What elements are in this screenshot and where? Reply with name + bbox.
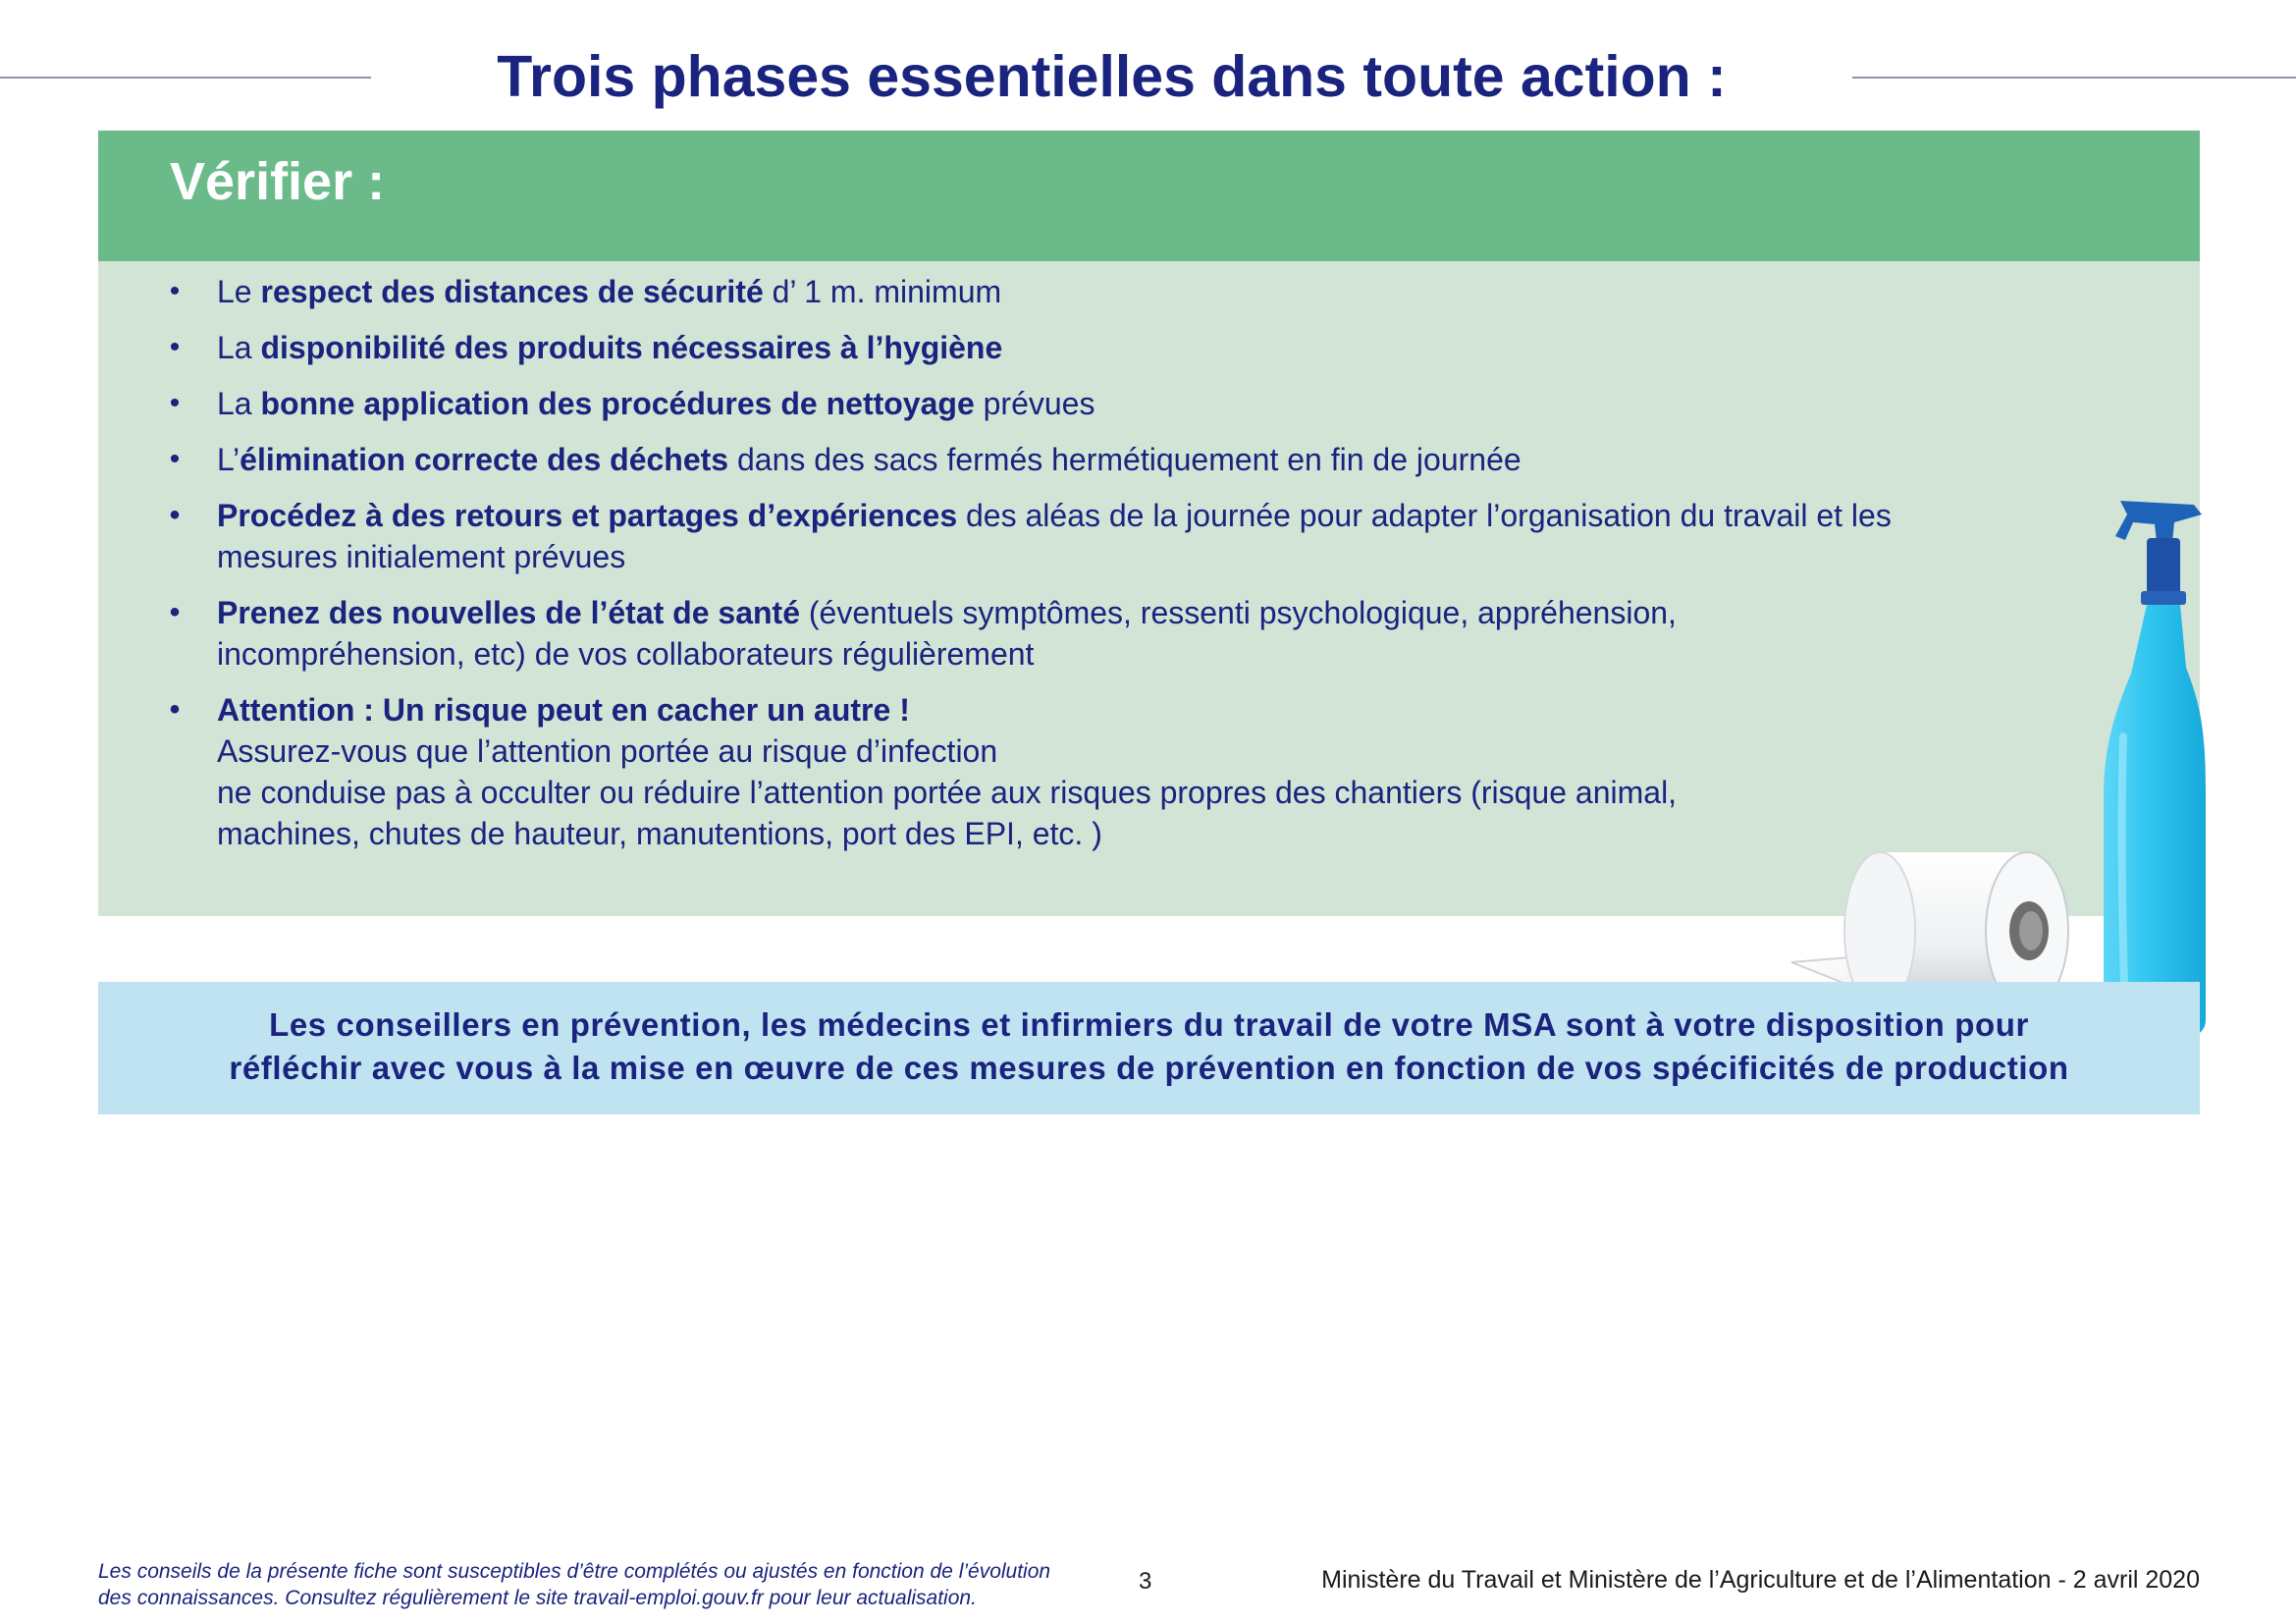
- item-text-bold: Attention : Un risque peut en cacher un autre !: [217, 692, 910, 728]
- item-text-pre: Le: [217, 274, 261, 309]
- item-text-post: (éventuels symptômes, ressenti psychologique, appréhension,: [800, 595, 1677, 630]
- bullet-icon: •: [169, 693, 181, 726]
- footer-note-line-2: des connaissances. Consultez régulièrement le site travail-emploi.gouv.fr pour leur actualisation.: [98, 1587, 977, 1609]
- spray-bottle-icon: [2104, 501, 2206, 1037]
- item-text-post: prévues: [974, 386, 1095, 421]
- item-text-post: des aléas de la journée pour adapter l’organisation du travail et les: [957, 498, 1892, 533]
- page-title: Trois phases essentielles dans toute action :: [497, 44, 1727, 109]
- item-text-post: d’ 1 m. minimum: [763, 274, 1002, 309]
- item-line-1: [217, 592, 1963, 633]
- item-line-2: mesures initialement prévues: [217, 539, 626, 574]
- bullet-icon: •: [169, 331, 181, 363]
- item-line-2: Assurez-vous que l’attention portée au risque d’infection: [217, 733, 998, 769]
- item-line-4: machines, chutes de hauteur, manutentions, port des EPI, etc. ): [217, 816, 1102, 851]
- verifier-section: [98, 131, 2200, 916]
- item-text-post: dans des sacs fermés hermétiquement en fin de journée: [728, 442, 1522, 477]
- footer-note-line-1: Les conseils de la présente fiche sont susceptibles d’être complétés ou ajustés en fonction de l’évolution: [98, 1560, 1051, 1583]
- title-rule-left: [0, 77, 371, 79]
- list-item: [98, 592, 1963, 675]
- item-line-2: incompréhension, etc) de vos collaborateurs régulièrement: [217, 636, 1035, 672]
- bullet-icon: •: [169, 275, 181, 307]
- list-item: [98, 271, 1963, 312]
- title-rule-right: [1852, 77, 2296, 79]
- item-text-bold: bonne application des procédures de nettoyage: [260, 386, 975, 421]
- footer-disclaimer: [98, 1558, 1139, 1611]
- list-item: [98, 439, 1963, 480]
- info-box: [98, 982, 2200, 1114]
- list-item: [98, 689, 1963, 854]
- list-item: [98, 383, 1963, 424]
- item-text-bold: élimination correcte des déchets: [240, 442, 729, 477]
- footer-credit: Ministère du Travail et Ministère de l’Agriculture et de l’Alimentation - 2 avril 2020: [1321, 1566, 2200, 1594]
- item-line-1: [217, 689, 1963, 731]
- item-text-pre: La: [217, 330, 261, 365]
- item-text-pre: La: [217, 386, 261, 421]
- item-line-3: ne conduise pas à occulter ou réduire l’attention portée aux risques propres des chantiers (risque animal,: [217, 775, 1678, 810]
- item-line-1: [217, 495, 1963, 536]
- info-line-2: réfléchir avec vous à la mise en œuvre de ces mesures de prévention en fonction de vos spécificités de production: [229, 1050, 2069, 1086]
- list-item: [98, 495, 1963, 577]
- section-header: [98, 131, 2200, 261]
- info-line-1: Les conseillers en prévention, les médecins et infirmiers du travail de votre MSA sont à votre disposition pour: [269, 1006, 2029, 1043]
- item-text-bold: respect des distances de sécurité: [260, 274, 764, 309]
- section-title: Vérifier :: [170, 152, 386, 211]
- bullet-icon: •: [169, 596, 181, 628]
- list-item: [98, 327, 1963, 368]
- checklist: [98, 271, 1963, 869]
- item-text-pre: L’: [217, 442, 240, 477]
- item-text-bold: Prenez des nouvelles de l’état de santé: [217, 595, 800, 630]
- bullet-icon: •: [169, 387, 181, 419]
- item-text-bold: disponibilité des produits nécessaires à l’hygiène: [260, 330, 1003, 365]
- item-text-bold: Procédez à des retours et partages d’expériences: [217, 498, 958, 533]
- bullet-icon: •: [169, 499, 181, 531]
- cleaning-illustration: [1782, 501, 2233, 1051]
- bullet-icon: •: [169, 443, 181, 475]
- page-number: 3: [1139, 1568, 1152, 1595]
- info-text: [98, 1003, 2200, 1090]
